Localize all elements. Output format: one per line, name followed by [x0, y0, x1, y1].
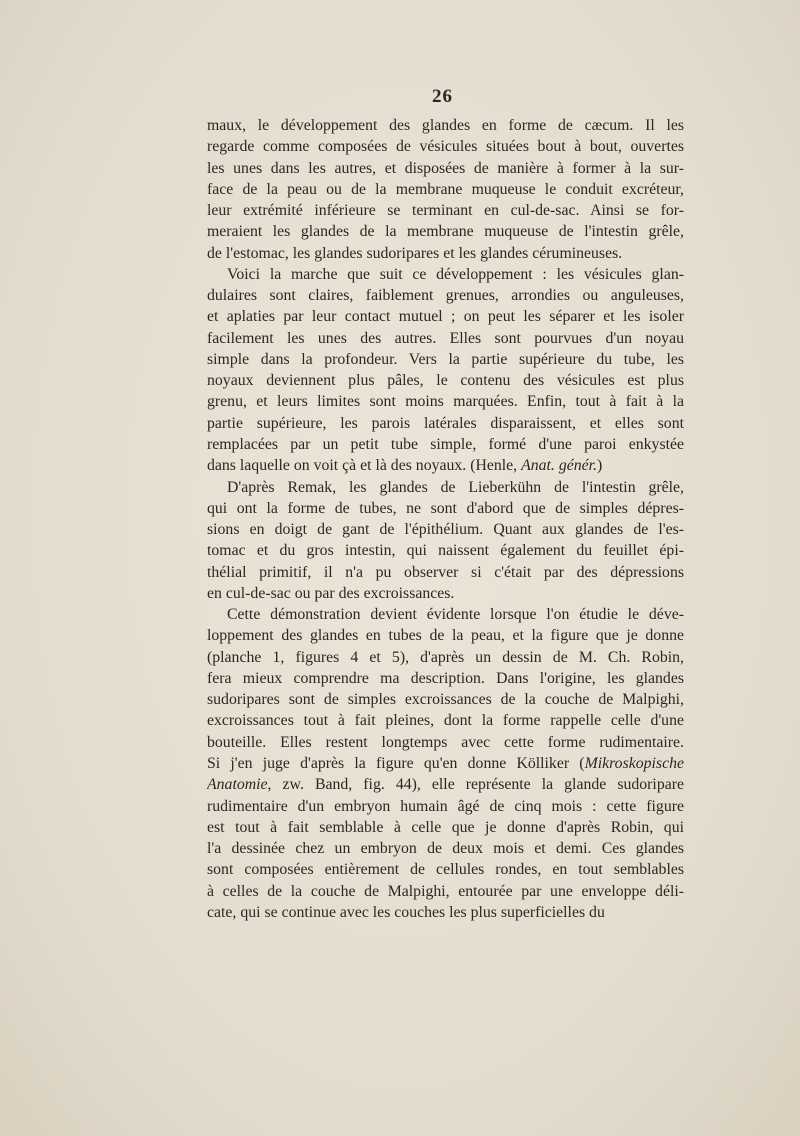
text-segment: de l'estomac, les glandes sudoripares et les glandes cérumineuses.	[207, 244, 623, 262]
paragraph	[207, 477, 684, 605]
text-line	[207, 583, 684, 604]
text-line	[207, 753, 684, 774]
text-segment: face de la peau ou de la membrane muqueuse le conduit excréteur,	[207, 180, 684, 198]
text-line	[207, 221, 684, 242]
body-text	[207, 115, 684, 923]
text-line	[207, 243, 684, 264]
paragraph	[207, 604, 684, 923]
text-line	[207, 391, 684, 412]
text-line	[207, 455, 684, 476]
text-line	[207, 200, 684, 221]
text-segment: sudoripares sont de simples excroissances de la couche de Malpighi,	[207, 691, 684, 709]
text-segment: dans laquelle on voit çà et là des noyaux. (Henle,	[207, 457, 522, 475]
text-segment: , zw. Band, fig. 44), elle représente la glande sudoripare	[267, 776, 684, 794]
text-segment: les unes dans les autres, et disposées de manière à former à la sur-	[207, 159, 684, 177]
text-line	[207, 562, 684, 583]
text-segment: remplacées par un petit tube simple, formé d'une paroi enkystée	[207, 435, 684, 453]
paragraph	[207, 115, 684, 264]
text-line	[207, 115, 684, 136]
italic-text: Anat. génér.	[521, 457, 597, 475]
text-segment: noyaux deviennent plus pâles, le contenu des vésicules est plus	[207, 372, 684, 390]
text-line	[207, 349, 684, 370]
text-line	[207, 732, 684, 753]
text-line	[207, 136, 684, 157]
text-segment: (planche 1, figures 4 et 5), d'après un dessin de M. Ch. Robin,	[207, 648, 684, 666]
text-line	[207, 540, 684, 561]
text-segment: tomac et du gros intestin, qui naissent également du feuillet épi-	[207, 542, 684, 560]
text-segment: thélial primitif, il n'a pu observer si c'était par des dépressions	[207, 563, 684, 581]
text-line	[207, 370, 684, 391]
text-line	[207, 710, 684, 731]
text-segment: leur extrémité inférieure se terminant en cul-de-sac. Ainsi se for-	[207, 202, 684, 220]
text-segment: D'après Remak, les glandes de Lieberkühn de l'intestin grêle,	[227, 478, 684, 496]
text-segment: sont composées entièrement de cellules rondes, en tout semblables	[207, 861, 684, 879]
text-line	[207, 158, 684, 179]
text-segment: dulaires sont claires, faiblement grenues, arrondies ou anguleuses,	[207, 287, 684, 305]
text-line	[207, 306, 684, 327]
text-line	[207, 519, 684, 540]
paragraph	[207, 264, 684, 477]
text-line	[207, 689, 684, 710]
text-line	[207, 774, 684, 795]
text-line	[207, 285, 684, 306]
text-segment: cate, qui se continue avec les couches les plus superficielles du	[207, 903, 605, 921]
italic-text: Anatomie	[207, 776, 268, 794]
text-segment: est tout à fait semblable à celle que je donne d'après Robin, qui	[207, 818, 684, 836]
text-line	[207, 604, 684, 625]
text-segment: loppement des glandes en tubes de la peau, et la figure que je donne	[207, 627, 684, 645]
text-segment: partie supérieure, les parois latérales disparaissent, et elles sont	[207, 414, 684, 432]
text-line	[207, 625, 684, 646]
text-segment: maux, le développement des glandes en forme de cæcum. Il les	[207, 117, 684, 134]
text-segment: facilement les unes des autres. Elles sont pourvues d'un noyau	[207, 329, 684, 347]
text-segment: qui ont la forme de tubes, ne sont d'abord que de simples dépres-	[207, 499, 684, 517]
text-line	[207, 179, 684, 200]
text-segment: à celles de la couche de Malpighi, entourée par une enveloppe déli-	[207, 882, 684, 900]
text-segment: rudimentaire d'un embryon humain âgé de cinq mois : cette figure	[207, 797, 684, 815]
text-segment: et aplaties par leur contact mutuel ; on peut les séparer et les isoler	[207, 308, 684, 326]
text-line	[207, 838, 684, 859]
text-line	[207, 477, 684, 498]
text-segment: grenu, et leurs limites sont moins marquées. Enfin, tout à fait à la	[207, 393, 684, 411]
text-line	[207, 859, 684, 880]
text-segment: Voici la marche que suit ce développement : les vésicules glan-	[227, 265, 684, 283]
text-segment: en cul-de-sac ou par des excroissances.	[207, 584, 455, 602]
text-segment: Cette démonstration devient évidente lorsque l'on étudie le déve-	[227, 606, 684, 624]
text-line	[207, 264, 684, 285]
text-line	[207, 881, 684, 902]
text-line	[207, 817, 684, 838]
text-segment: l'a dessinée chez un embryon de deux mois et demi. Ces glandes	[207, 840, 684, 858]
text-line	[207, 668, 684, 689]
text-line	[207, 328, 684, 349]
text-line	[207, 434, 684, 455]
text-segment: Si j'en juge d'après la figure qu'en donne Kölliker (	[207, 754, 585, 772]
text-line	[207, 498, 684, 519]
text-line	[207, 647, 684, 668]
text-line	[207, 413, 684, 434]
text-segment: regarde comme composées de vésicules situées bout à bout, ouvertes	[207, 138, 684, 156]
text-line	[207, 796, 684, 817]
text-segment: sions en doigt de gant de l'épithélium. Quant aux glandes de l'es-	[207, 521, 684, 539]
text-segment: fera mieux comprendre ma description. Dans l'origine, les glandes	[207, 669, 684, 687]
italic-text: Mikroskopische	[584, 754, 684, 772]
text-line	[207, 902, 684, 923]
text-segment: simple dans la profondeur. Vers la partie supérieure du tube, les	[207, 350, 684, 368]
text-segment: excroissances tout à fait pleines, dont la forme rappelle celle d'une	[207, 712, 684, 730]
page-number: 26	[432, 86, 453, 107]
text-segment: )	[597, 457, 603, 475]
text-segment: meraient les glandes de la membrane muqueuse de l'intestin grêle,	[207, 223, 684, 241]
text-segment: bouteille. Elles restent longtemps avec cette forme rudimentaire.	[207, 733, 684, 751]
